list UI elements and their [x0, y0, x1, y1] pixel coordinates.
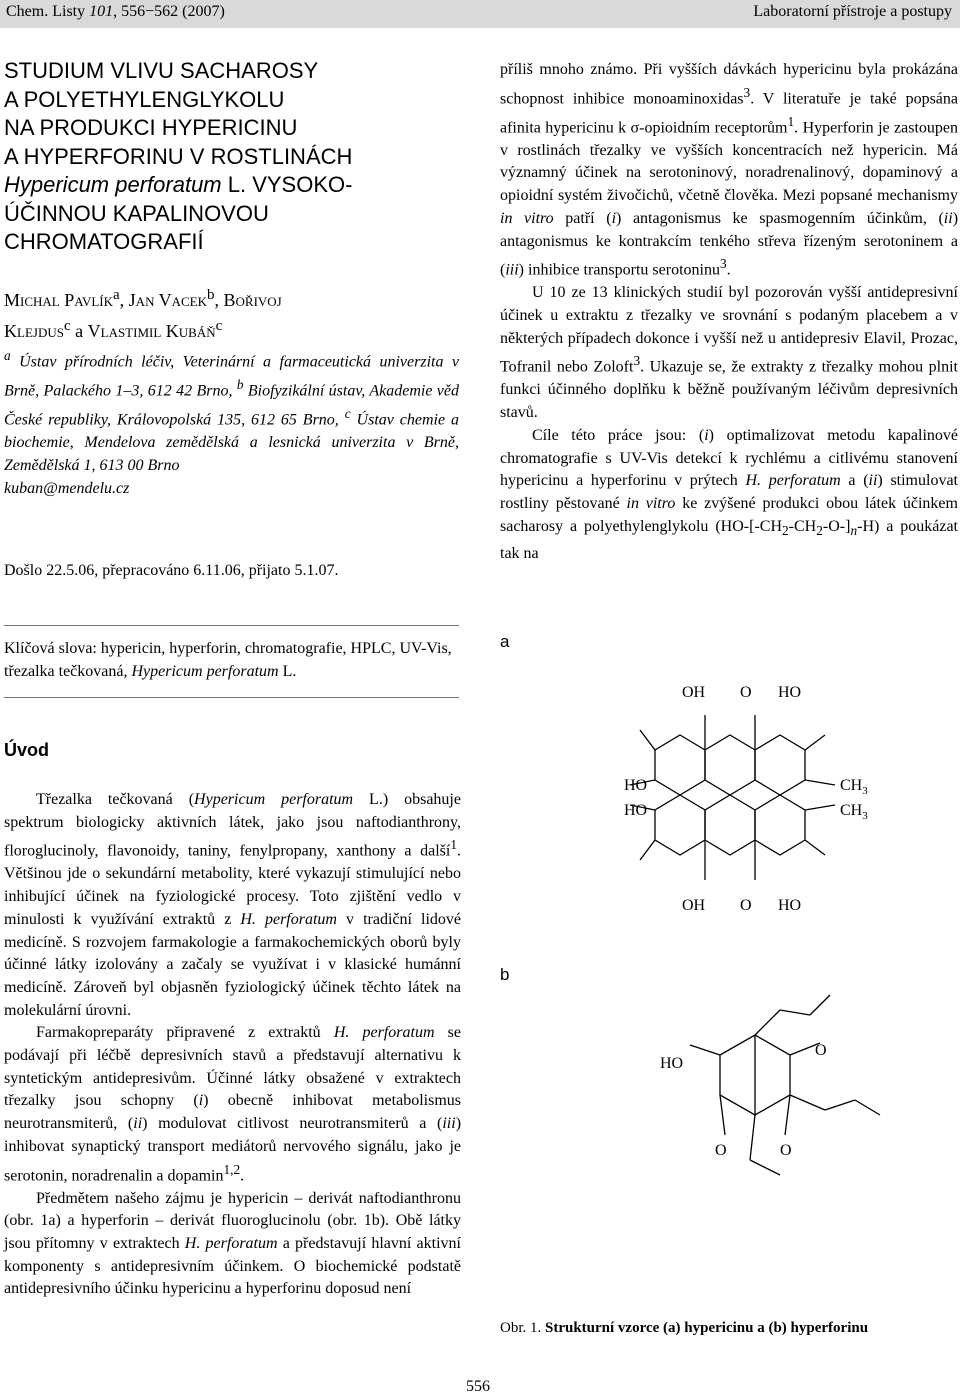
body-text-left — [4, 789, 461, 1301]
atom-label: HO — [660, 1055, 684, 1072]
hypericin-structure — [600, 675, 868, 920]
received-dates: Došlo 22.5.06, přepracováno 6.11.06, přijato 5.1.07. — [4, 562, 339, 579]
author-list: Michal Pavlík$^a$, Jan Vacek$^b$, Bořivoj Klejdus$^c$ a Vlastimil Kubáň$^c$ — [4, 287, 282, 341]
atom-label: O — [815, 1042, 827, 1059]
svg-text:CH3: $CH_3$ — [840, 802, 868, 822]
section-heading-intro: Úvod — [4, 740, 49, 760]
contact-email[interactable]: kuban@mendelu.cz — [4, 479, 130, 497]
article-title: STUDIUM VLIVU SACHAROSY A POLYETHYLENGLYKOLU NA PRODUKCI HYPERICINU A HYPERFORINU V ROSTLINÁCH Hypericum perforatum L. VYSOKO- ÚČINNOU KAPALINOVOU CHROMATOGRAFIÍ — [4, 58, 353, 254]
atom-label: O — [740, 684, 752, 701]
keywords: Klíčová slova: hypericin, hyperforin, chromatografie, HPLC, UV-Vis, třezalka tečkovaná, Hypericum perforatum L. — [4, 640, 452, 680]
atom-label: OH — [682, 897, 706, 914]
body-text-right — [500, 59, 958, 565]
paragraph: Cíle této práce jsou: (i) optimalizovat metodu kapalinové chromatografie s UV-Vis detekcí k rychlému a citlivému stanovení hypericinu a hyperforinu v prýtech H. perforatum a (ii) stimulovat rostliny pěstované in vitro ke zvýšené produkci obou látek účinkem sacharosy a polyethylenglykolu $(HO-[-CH_2-CH_2-O-]_n-H)$ a poukázat tak na — [500, 426, 959, 562]
journal-citation: Chem. Listy 101, 556−562 (2007) — [6, 3, 225, 20]
paragraph: Farmakopreparáty připravené z extraktů H. perforatum se podávají při léčbě depresivních stavů a představují alternativu k syntetickým antidepresivům. Účinné látky obsažené v extraktech třezalky jsou schopny (i) obecně inhibovat metabolismus neurotransmiterů, (ii) modulovat citlivost neurotransmiterů a (iii) inhibovat synaptický transport mediátorů nervového signálu, jako je serotonin, noradrenalin a dopamin$^{1,2}$. — [4, 1024, 462, 1184]
paragraph: Předmětem našeho zájmu je hypericin – derivát naftodianthronu (obr. 1a) a hyperforin – derivát fluoroglucinolu (obr. 1b). Obě látky jsou přítomny v extraktech H. perforatum a představují hlavní aktivní komponenty s antidepresivním účinkem. O biochemické podstatě antidepresivního účinku hypericinu a hyperforinu doposud není — [4, 1189, 461, 1298]
divider — [4, 697, 459, 698]
svg-text:CH3: $CH_3$ — [840, 777, 868, 797]
atom-label: O — [780, 1142, 792, 1159]
figure-label-a: a — [500, 632, 510, 651]
paragraph: příliš mnoho známo. Při vyšších dávkách hypericinu byla prokázána schopnost inhibice monoaminoxidas$^3$. V literatuře je také popsána afinita hypericinu k σ-opioidním receptorům$^1$. Hyperforin je zastoupen v rostlinách třezalky ve vyšších koncentracích než hypericin. Má významný účinek na serotoninový, noradrenalinový, dopaminový a opioidní systém živočichů, včetně člověka. Mezi popsané mechanismy in vitro patří (i) antagonismus ke spasmogenním účinkům, (ii) antagonismus ke kontrakcím tenkého střeva řízeným serotoninem a (iii) inhibice transportu serotoninu$^3$. — [500, 61, 959, 279]
divider — [4, 625, 459, 626]
atom-label: O — [715, 1142, 727, 1159]
atom-label: HO — [778, 897, 802, 914]
atom-label: HO — [624, 777, 648, 794]
page-number: 556 — [466, 1378, 490, 1395]
figure-caption: Obr. 1. Strukturní vzorce (a) hypericinu a (b) hyperforinu — [500, 1320, 869, 1336]
atom-label: O — [740, 897, 752, 914]
paragraph: U 10 ze 13 klinických studií byl pozorován vyšší antidepresivní účinek u extraktu z třezalky ve srovnání s podaným placebem a v některých případech dokonce i vyšší než u antidepresiv Elavil, Prozac, Tofranil nebo Zoloft$^3$. Ukazuje se, že extrakty z třezalky mohou plnit funkci účinného doplňku k běžně používaným léčivům depresivních stavů. — [500, 284, 958, 422]
affiliations: $^a$ Ústav přírodních léčiv, Veterinární a farmaceutická univerzita v Brně, Palackého 1–3, 612 42 Brno, $^b$ Biofyzikální ústav, Akademie věd České republiky, Královopolská 135, 612 65 Brno, $^c$ Ústav chemie a biochemie, Mendelova zemědělská a lesnická univerzita v Brně, Zemědělská 1, 613 00 Brno kuban@mendelu.cz — [4, 348, 459, 497]
atom-label: HO — [778, 684, 802, 701]
atom-label: HO — [624, 802, 648, 819]
figure-label-b: b — [500, 965, 510, 984]
atom-label: OH — [682, 684, 706, 701]
section-name: Laboratorní přístroje a postupy — [753, 3, 952, 20]
hyperforin-structure — [640, 985, 920, 1185]
page-header — [0, 0, 960, 28]
paragraph: Třezalka tečkovaná (Hypericum perforatum L.) obsahuje spektrum biologicky aktivních látek, jako jsou naftodianthrony, floroglucinoly, flavonoidy, taniny, fenylpropany, xanthony a další$^1$. Většinou jde o sekundární metabolity, které vykazují stimulující nebo inhibující účinek na fyziologické procesy. Toto zjištění vedlo v minulosti k využívání extraktů z H. perforatum v tradiční lidové medicíně. S rozvojem farmakologie a farmakochemických oborů byly účinné látky izolovány a začaly se využívat i v klasické humánní medicíně. Zároveň byl objasněn fyziologický účinek těchto látek na molekulární úrovni. — [4, 791, 462, 1019]
